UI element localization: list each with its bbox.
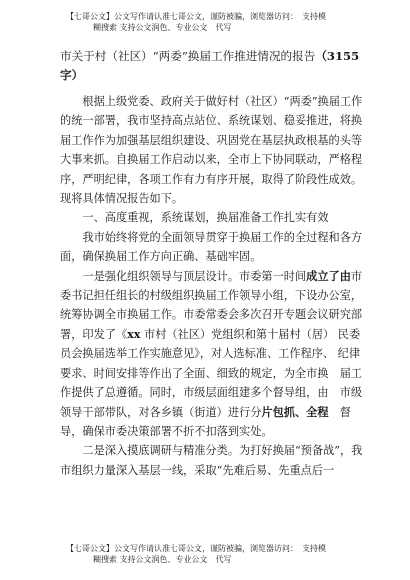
item-1-text-d: 市村（社区）党组织和第十届村（居） 民委员会换届选举工作实施意见》，对人选标准、工作程序、 纪律要求、时间安排等作出了全面、细致的规定，为全市换 届工作提供了总遵循。同时，市级层面组建多个督导组，由 市级领导干部带队，对各乡镇（街道）进行分 — [60, 327, 363, 419]
section-1-item-2-paragraph: 二是深入摸底调研与精准分类。为打好换届“预备战”，我市组织力量深入基层一线，采取“先难后易、先重点后一 — [60, 444, 363, 477]
footer-watermark-banner — [66, 543, 366, 565]
item-1-bold-3: 片包抓、全程 — [261, 404, 329, 419]
item-1-text-e: 督导，确保市委决策部署不折不扣落到实处。 — [60, 405, 351, 438]
section-1-heading: 一、高度重视，系统谋划，换届准备工作扎实有效 — [82, 211, 329, 225]
footer-banner-line-1: 【七哥公文】公文写作请认准七哥公文，谨防被骗，浏览器访问： 支持模 — [66, 544, 326, 553]
footer-banner-line-2: 糊搜索 支持公文润色、专业公文 代写 — [93, 555, 232, 564]
document-title — [60, 47, 366, 85]
header-watermark-banner — [66, 11, 366, 33]
item-1-text-c: 市委书记担任组长的村级组织换届工作领导小组，下设办公室，统筹协调全市换届工作。市委常委会多次召开专题会议研究部署，印发了《 — [60, 269, 363, 341]
banner-line-2: 糊搜索 支持公文润色、专业公文 代写 — [93, 23, 232, 32]
document-body — [60, 47, 366, 480]
banner-line-1: 【七哥公文】公文写作请认准七哥公文，谨防被骗，浏览器访问： 支持模 — [66, 12, 326, 21]
item-1-bold-1: 成立了由 — [306, 268, 351, 283]
title-word-count: （3155字） — [60, 49, 360, 82]
intro-paragraph: 根据上级党委、政府关于做好村（社区）“两委”换届工作的统一部署，我市坚持高点站位、系统谋划、稳妥推进，将换届工作作为加强基层组织建设、巩固党在基层执政根基的头等大事来抓。自换届工作启动以来，全市上下协同联动，严格程序，严明纪律，各项工作有力有序开展，取得了阶段性成效。现将具体情况报告如下。 — [60, 95, 363, 206]
section-1-item-1-paragraph — [60, 267, 366, 442]
section-1-intro-paragraph: 我市始终将党的全面领导贯穿于换届工作的全过程和各方面，确保换届工作方向正确、基础牢固。 — [60, 230, 363, 264]
item-1-text-a: 一是强化组织领导与顶层设计。市委第一时间 — [82, 269, 307, 283]
item-1-bold-2: xx — [127, 326, 141, 341]
title-text: 市关于村（社区）“两委”换届工作推进情况的报告 — [60, 49, 316, 63]
